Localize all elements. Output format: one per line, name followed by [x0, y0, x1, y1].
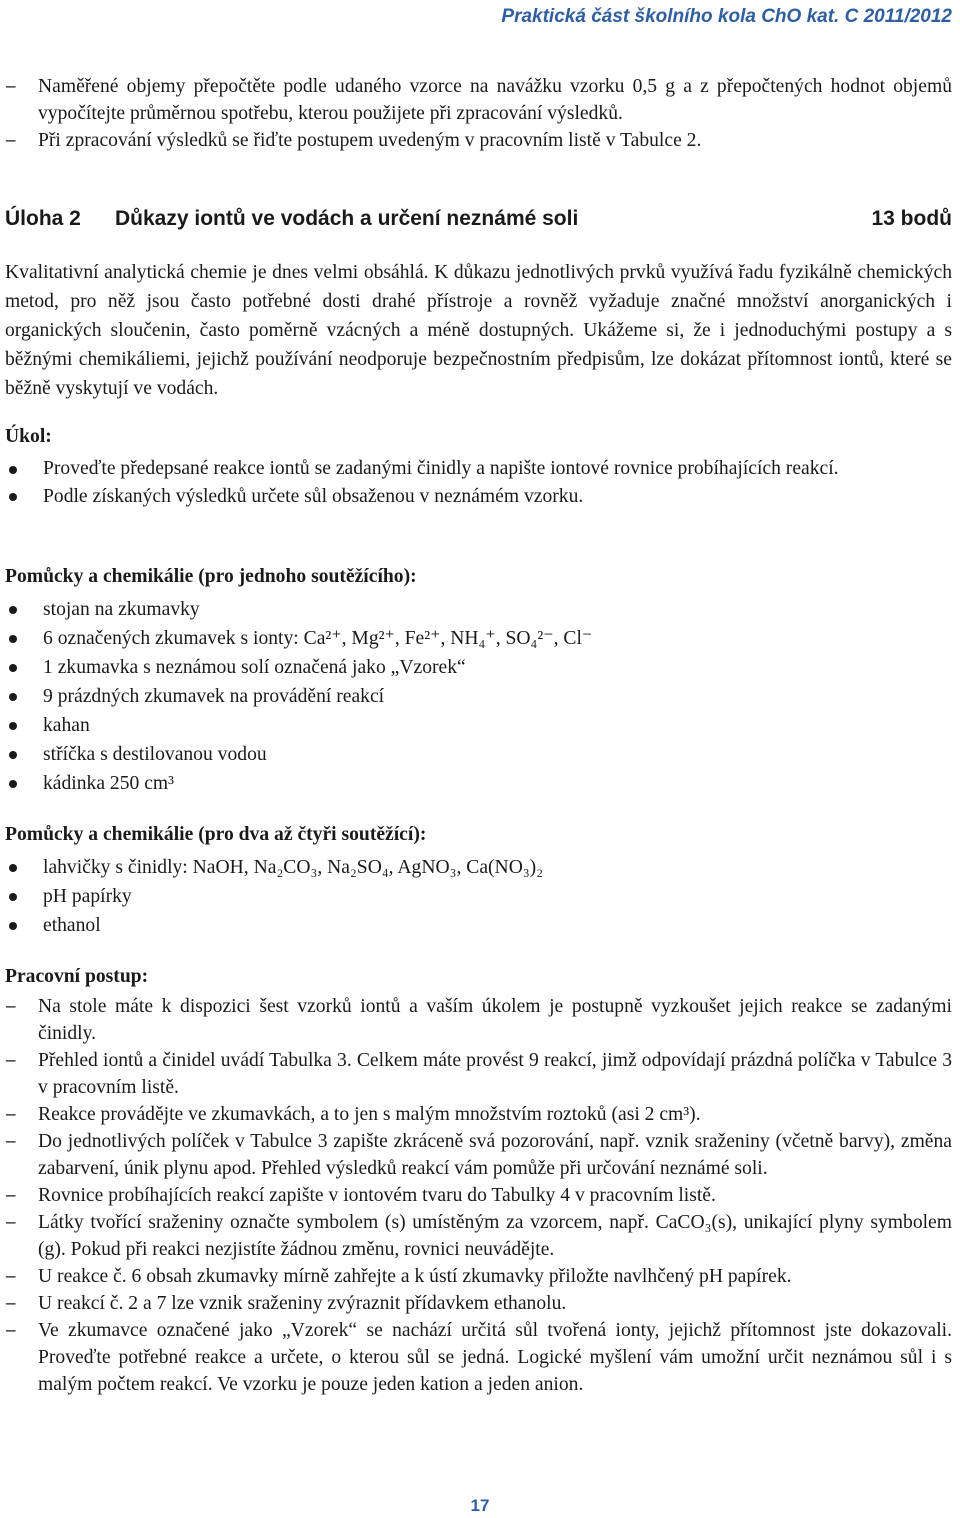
list-item: 1 zkumavka s neznámou solí označená jako „Vzorek“ [5, 653, 952, 682]
pomucky-group-heading: Pomůcky a chemikálie (pro dva až čtyři soutěžící): [5, 824, 427, 845]
list-item: ‒ U reakcí č. 2 a 7 lze vznik sraženiny zvýraznit přídavkem ethanolu. [5, 1290, 952, 1317]
list-item: ‒ Látky tvořící sraženiny označte symbolem (s) umístěným za vzorcem, např. CaCO₃(s), unikající plyny symbolem (g). Pokud při reakci nezjistíte žádnou změnu, rovnici neuvádějte. [5, 1209, 952, 1263]
ukol-heading: Úkol: [5, 426, 52, 447]
list-item: ‒ Rovnice probíhajících reakcí zapište v iontovém tvaru do Tabulky 4 v pracovním listě. [5, 1182, 952, 1209]
list-item: ‒ Ve zkumavce označené jako „Vzorek“ se nachází určitá sůl tvořená ionty, jejichž přítomnost jste dokazovali. Proveďte potřebné reakce a určete, o kterou sůl se jedná. Logické myšlení vám umožní určit neznámou sůl i s malým počtem reakcí. Ve vzorku je pouze jeden kation a jeden anion. [5, 1317, 952, 1398]
intro-item: ‒ Naměřené objemy přepočtěte podle udaného vzorce na navážku vzorku 0,5 g a z přepočtených hodnot objemů vypočítejte průměrnou spotřebu, kterou použijete při zpracování výsledků. [5, 73, 952, 127]
list-item: kahan [5, 711, 952, 740]
task-heading [5, 207, 952, 231]
pomucky-single-list [5, 595, 952, 798]
ukol-list [5, 455, 952, 511]
intro-list [5, 73, 952, 154]
pomucky-single-heading: Pomůcky a chemikálie (pro jednoho soutěžícího): [5, 566, 417, 587]
list-item: kádinka 250 cm³ [5, 769, 952, 798]
ukol-item: Podle získaných výsledků určete sůl obsaženou v neznámém vzorku. [5, 482, 952, 511]
list-item: stříčka s destilovanou vodou [5, 740, 952, 769]
intro-paragraph: Kvalitativní analytická chemie je dnes velmi obsáhlá. K důkazu jednotlivých prvků využívá řadu fyzikálně chemických metod, pro něž jsou často potřebné dosti drahé přístroje a rovněž vyžaduje značné množství anorganických i organických sloučenin, často poměrně vzácných a méně dostupných. Ukážeme si, že i jednoduchými postupy a s běžnými chemikáliemi, jejichž používání neodporuje bezpečnostním předpisům, lze dokázat přítomnost iontů, které se běžně vyskytují ve vodách. [5, 262, 952, 399]
list-item: ‒ Do jednotlivých políček v Tabulce 3 zapište zkráceně svá pozorování, např. vznik sraženiny (včetně barvy), změna zabarvení, únik plynu apod. Přehled výsledků reakcí vám pomůže při určování neznámé soli. [5, 1128, 952, 1182]
list-item: 6 označených zkumavek s ionty: Ca²⁺, Mg²⁺, Fe²⁺, NH₄⁺, SO₄²⁻, Cl⁻ [5, 624, 952, 653]
list-item: 9 prázdných zkumavek na provádění reakcí [5, 682, 952, 711]
postup-list [5, 993, 952, 1398]
list-item: pH papírky [5, 882, 952, 911]
pomucky-group-list [5, 853, 952, 940]
task-number: Úloha 2 [5, 207, 81, 230]
list-item: ‒ U reakce č. 6 obsah zkumavky mírně zahřejte a k ústí zkumavky přiložte navlhčený pH papírek. [5, 1263, 952, 1290]
postup-heading: Pracovní postup: [5, 966, 149, 987]
list-item: ‒ Na stole máte k dispozici šest vzorků iontů a vaším úkolem je postupně vyzkoušet jejich reakce se zadanými činidly. [5, 993, 952, 1047]
page-number: 17 [470, 1496, 490, 1515]
page-header: Praktická část školního kola ChO kat. C 2011/2012 [501, 6, 952, 27]
list-item: lahvičky s činidly: NaOH, Na₂CO₃, Na₂SO₄, AgNO₃, Ca(NO₃)₂ [5, 853, 952, 882]
list-item: ‒ Reakce provádějte ve zkumavkách, a to jen s malým množstvím roztoků (asi 2 cm³). [5, 1101, 952, 1128]
list-item: ‒ Přehled iontů a činidel uvádí Tabulka 3. Celkem máte provést 9 reakcí, jimž odpovídají prázdná políčka v Tabulce 3 v pracovním listě. [5, 1047, 952, 1101]
list-item: ethanol [5, 911, 952, 940]
intro-item: ‒ Při zpracování výsledků se řiďte postupem uvedeným v pracovním listě v Tabulce 2. [5, 127, 952, 154]
task-points: 13 bodů [871, 207, 952, 230]
task-title: Důkazy iontů ve vodách a určení neznámé soli [115, 207, 579, 230]
ukol-item: Proveďte předepsané reakce iontů se zadanými činidly a napište iontové rovnice probíhajících reakcí. [5, 455, 952, 482]
list-item: stojan na zkumavky [5, 595, 952, 624]
